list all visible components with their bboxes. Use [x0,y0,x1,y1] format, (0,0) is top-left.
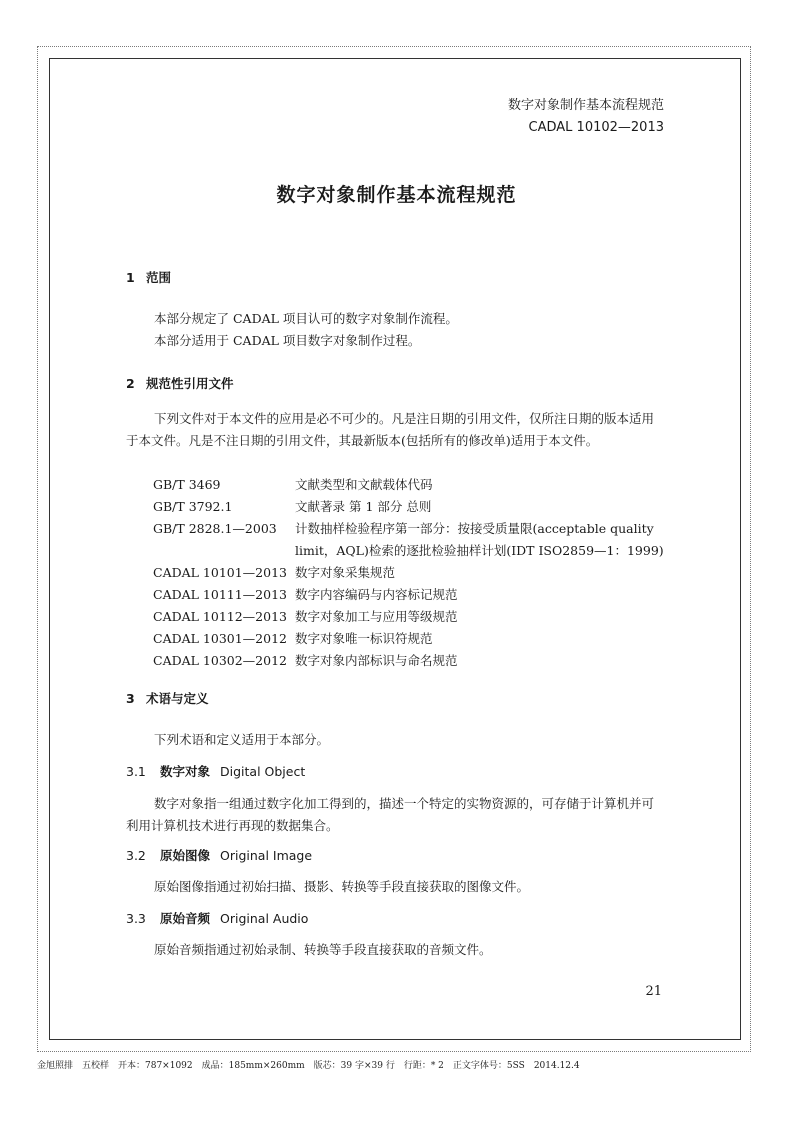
section-number: 3 [126,691,135,706]
reference-item [153,650,673,672]
section-3-intro: 下列术语和定义适用于本部分。 [154,732,330,747]
reference-code: GB/T 3469 [153,477,221,492]
section-title: 术语与定义 [146,691,209,706]
term-en: Digital Object [220,764,306,779]
reference-code: CADAL 10112—2013 [153,609,287,624]
section-number: 1 [126,270,135,285]
reference-title: 数字对象内部标识与命名规范 [295,653,458,668]
reference-title: 计数抽样检验程序第一部分：按接受质量限(acceptable quality limit，AQL)检索的逐批检验抽样计划(IDT ISO2859—1：1999) [295,521,664,558]
reference-item [153,474,673,496]
reference-item [153,496,673,518]
term-number: 3.1 [126,764,146,779]
section-number: 2 [126,376,135,391]
term-number: 3.3 [126,911,146,926]
running-header-standard-no: CADAL 10102—2013 [528,120,664,135]
section-title: 范围 [146,270,172,285]
section-2-heading [126,374,234,392]
reference-item [153,518,673,562]
running-header-title: 数字对象制作基本流程规范 [507,98,664,113]
reference-title: 数字对象唯一标识符规范 [295,631,433,646]
print-slug-info: 金旭照排 五校样 开本：787×1092 成品：185mm×260mm 版芯：39 字×39 行 行距：* 2 正文字体号：5SS 2014.12.4 [37,1061,580,1071]
term-3-3-definition: 原始音频指通过初始录制、转换等手段直接获取的音频文件。 [154,942,492,957]
term-en: Original Image [220,848,313,863]
reference-title: 文献类型和文献载体代码 [295,477,433,492]
term-zh: 原始图像 [160,848,211,863]
term-3-1-definition: 数字对象指一组通过数字化加工得到的，描述一个特定的实物资源的，可存储于计算机并可利用计算机技术进行再现的数据集合。 [126,796,655,833]
reference-item [153,628,673,650]
reference-item [153,584,673,606]
reference-title: 文献著录 第 1 部分 总则 [295,499,432,514]
reference-code: GB/T 3792.1 [153,499,233,514]
term-number: 3.2 [126,848,146,863]
reference-code: CADAL 10111—2013 [153,587,287,602]
term-3-1-heading [126,762,305,780]
term-3-2-definition: 原始图像指通过初始扫描、摄影、转换等手段直接获取的图像文件。 [154,879,530,894]
reference-code: CADAL 10301—2012 [153,631,287,646]
reference-title: 数字对象采集规范 [295,565,396,580]
reference-code: CADAL 10302—2012 [153,653,287,668]
section-3-heading [126,689,209,707]
section-1-body [126,308,664,352]
reference-title: 数字对象加工与应用等级规范 [295,609,458,624]
section-title: 规范性引用文件 [146,376,234,391]
term-3-3-heading [126,909,308,927]
reference-item [153,606,673,628]
document-title: 数字对象制作基本流程规范 [276,184,517,206]
page-number: 21 [645,984,662,999]
paragraph: 本部分适用于 CADAL 项目数字对象制作过程。 [154,333,421,348]
term-en: Original Audio [220,911,309,926]
term-zh: 数字对象 [160,764,211,779]
paragraph: 本部分规定了 CADAL 项目认可的数字对象制作流程。 [154,311,458,326]
section-2-intro: 下列文件对于本文件的应用是必不可少的。凡是注日期的引用文件，仅所注日期的版本适用于本文件。凡是不注日期的引用文件，其最新版本(包括所有的修改单)适用于本文件。 [126,411,655,448]
reference-code: GB/T 2828.1—2003 [153,521,277,536]
running-header [508,95,664,139]
section-1-heading [126,268,171,286]
reference-list [153,474,673,672]
reference-code: CADAL 10101—2013 [153,565,287,580]
term-3-2-heading [126,846,312,864]
reference-item [153,562,673,584]
reference-title: 数字内容编码与内容标记规范 [295,587,458,602]
term-zh: 原始音频 [160,911,211,926]
